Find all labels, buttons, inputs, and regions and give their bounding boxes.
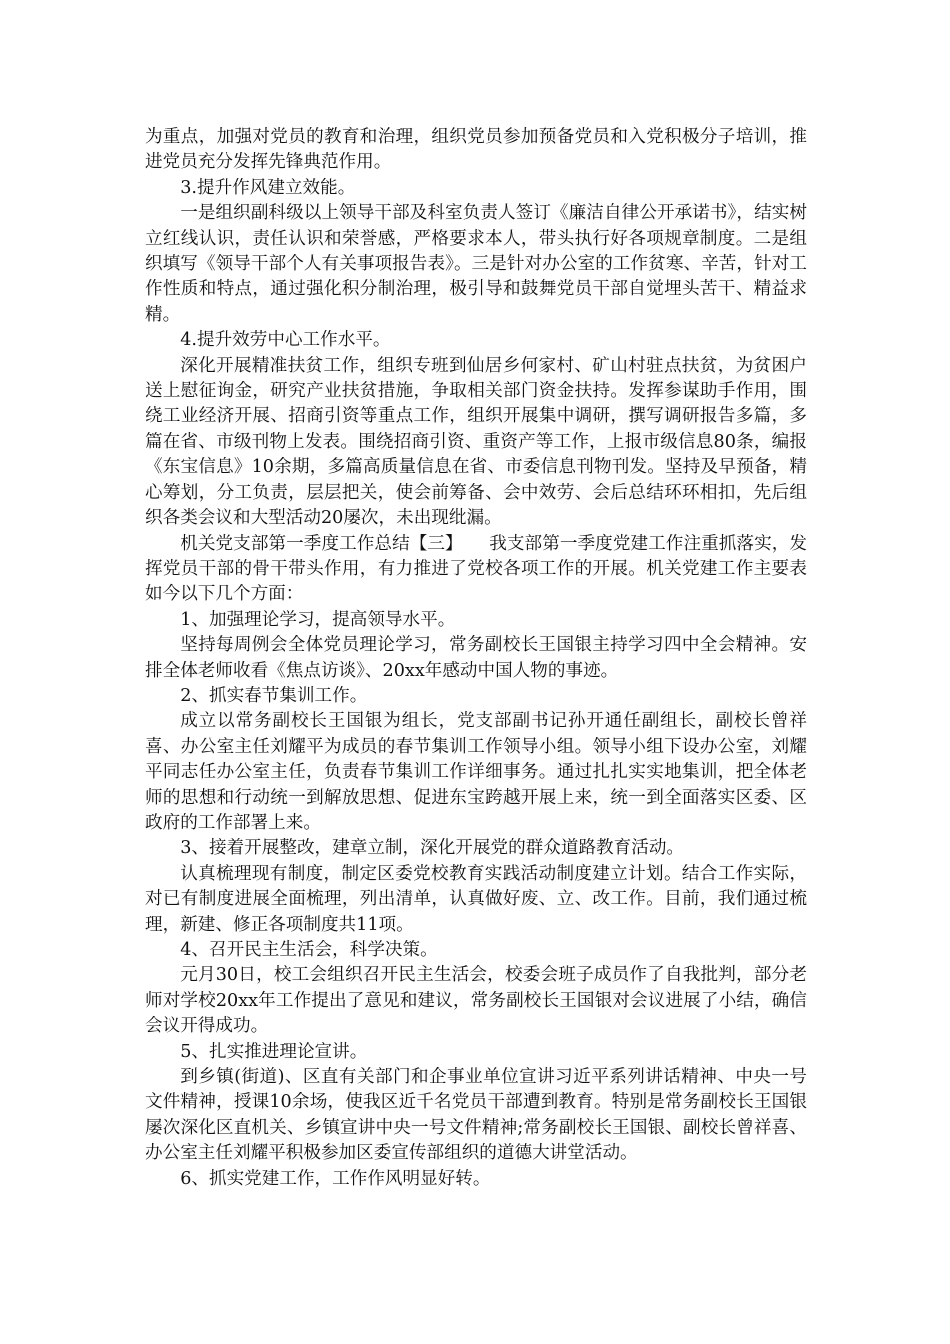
paragraph: 坚持每周例会全体党员理论学习，常务副校长王国银主持学习四中全会精神。安排全体老师收看《焦点访谈》、20xx年感动中国人物的事迹。 — [145, 635, 807, 681]
section-heading: 4.提升效劳中心工作水平。 — [180, 330, 391, 351]
paragraph: 为重点，加强对党员的教育和治理，组织党员参加预备党员和入党积极分子培训，推进党员充分发挥先锋典范作用。 — [145, 127, 807, 173]
section-heading: 4、召开民主生活会，科学决策。 — [180, 940, 438, 960]
paragraph: 元月30日，校工会组织召开民主生活会，校委会班子成员作了自我批判，部分老师对学校20xx年工作提出了意见和建议，常务副校长王国银对会议进展了小结，确信会议开得成功。 — [145, 965, 807, 1037]
paragraph: 到乡镇(街道)、区直有关部门和企事业单位宣讲习近平系列讲话精神、中央一号文件精神，授课10余场，使我区近千名党员干部遭到教育。特别是常务副校长王国银屡次深化区直机关、乡镇宣讲中央一号文件精神;常务副校长王国银、副校长曾祥喜、办公室主任刘耀平积极参加区委宣传部组织的道德大讲堂活动。 — [145, 1067, 807, 1164]
section-heading: 3、接着开展整改，建章立制，深化开展党的群众道路教育活动。 — [180, 838, 685, 859]
paragraph: 成立以常务副校长王国银为组长，党支部副书记孙开通任副组长，副校长曾祥喜、办公室主任刘耀平为成员的春节集训工作领导小组。领导小组下设办公室，刘耀平同志任办公室主任，负责春节集训工作详细事务。通过扎扎实实地集训，把全体老师的思想和行动统一到解放思想、促进东宝跨越开展上来，统一到全面落实区委、区政府的工作部署上来。 — [145, 711, 807, 833]
document-page — [145, 125, 807, 1192]
section-heading: 1、加强理论学习，提高领导水平。 — [180, 609, 456, 630]
section-heading: 3.提升作风建立效能。 — [180, 177, 356, 198]
section-heading: 2、抓实春节集训工作。 — [180, 685, 368, 706]
paragraph: 认真梳理现有制度，制定区委党校教育实践活动制度建立计划。结合工作实际，对已有制度进展全面梳理，列出清单，认真做好废、立、改工作。目前，我们通过梳理，新建、修正各项制度共11项。 — [145, 863, 807, 935]
section-heading: 6、抓实党建工作，工作作风明显好转。 — [180, 1168, 491, 1189]
paragraph: 深化开展精准扶贫工作，组织专班到仙居乡何家村、矿山村驻点扶贫，为贫困户送上慰征询金，研究产业扶贫措施，争取相关部门资金扶持。发挥参谋助手作用，围绕工业经济开展、招商引资等重点工作，组织开展集中调研，撰写调研报告多篇，多篇在省、市级刊物上发表。围绕招商引资、重资产等工作，上报市级信息80条，编报《东宝信息》10余期，多篇高质量信息在省、市委信息刊物刊发。坚持及早预备，精心筹划，分工负责，层层把关，使会前筹备、会中效劳、会后总结环环相扣，先后组织各类会议和大型活动20屡次，未出现纰漏。 — [145, 355, 807, 529]
section-heading: 5、扎实推进理论宣讲。 — [180, 1041, 368, 1062]
paragraph: 机关党支部第一季度工作总结【三】 我支部第一季度党建工作注重抓落实，发挥党员干部的骨干带头作用，有力推进了党校各项工作的开展。机关党建工作主要表如今以下几个方面： — [145, 533, 807, 605]
paragraph: 一是组织副科级以上领导干部及科室负责人签订《廉洁自律公开承诺书》，结实树立红线认识，责任认识和荣誉感，严格要求本人，带头执行好各项规章制度。二是组织填写《领导干部个人有关事项报告表》。三是针对办公室的工作贫寒、辛苦，针对工作性质和特点，通过强化积分制治理，极引导和鼓舞党员干部自觉埋头苦干、精益求精。 — [145, 203, 807, 325]
